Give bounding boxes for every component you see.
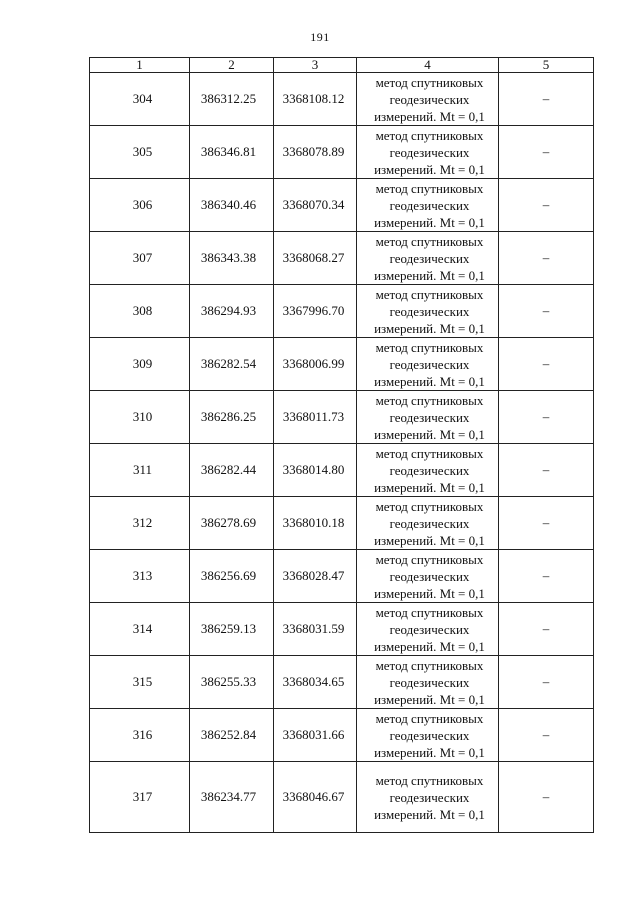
method-text-line: геодезических bbox=[389, 568, 470, 584]
method-text-line: измерений. Mt = 0,1 bbox=[374, 585, 485, 601]
note-cell: – bbox=[499, 285, 594, 338]
method-cell bbox=[357, 338, 499, 391]
method-text-line: геодезических bbox=[389, 91, 470, 107]
method-cell bbox=[357, 497, 499, 550]
method-text-line: измерений. Mt = 0,1 bbox=[374, 479, 485, 495]
method-text-line: геодезических bbox=[389, 462, 470, 478]
y-coordinate-cell: 3367996.70 bbox=[274, 285, 357, 338]
column-header-4: 4 bbox=[357, 58, 499, 73]
table-row bbox=[90, 444, 594, 497]
method-text-line: геодезических bbox=[389, 409, 470, 425]
x-coordinate-cell: 386278.69 bbox=[190, 497, 274, 550]
method-cell bbox=[357, 73, 499, 126]
method-cell bbox=[357, 762, 499, 833]
method-text-line: измерений. Mt = 0,1 bbox=[374, 638, 485, 654]
point-number-cell: 316 bbox=[90, 709, 190, 762]
point-number-cell: 307 bbox=[90, 232, 190, 285]
x-coordinate-cell: 386234.77 bbox=[190, 762, 274, 833]
method-text-line: геодезических bbox=[389, 197, 470, 213]
y-coordinate-cell: 3368031.59 bbox=[274, 603, 357, 656]
note-cell: – bbox=[499, 603, 594, 656]
table-row bbox=[90, 73, 594, 126]
x-coordinate-cell: 386252.84 bbox=[190, 709, 274, 762]
method-cell bbox=[357, 550, 499, 603]
note-cell: – bbox=[499, 73, 594, 126]
method-text-line: измерений. Mt = 0,1 bbox=[374, 108, 485, 124]
method-text-line: измерений. Mt = 0,1 bbox=[374, 267, 485, 283]
page-number: 191 bbox=[310, 30, 330, 44]
note-cell: – bbox=[499, 444, 594, 497]
method-text-line: измерений. Mt = 0,1 bbox=[374, 214, 485, 230]
method-cell bbox=[357, 444, 499, 497]
note-cell: – bbox=[499, 232, 594, 285]
method-text-line: метод спутниковых bbox=[375, 74, 484, 90]
table-row bbox=[90, 709, 594, 762]
column-header-2: 2 bbox=[190, 58, 274, 73]
method-text-line: измерений. Mt = 0,1 bbox=[374, 532, 485, 548]
point-number-cell: 317 bbox=[90, 762, 190, 833]
point-number-cell: 304 bbox=[90, 73, 190, 126]
method-text-line: измерений. Mt = 0,1 bbox=[374, 426, 485, 442]
method-cell bbox=[357, 656, 499, 709]
x-coordinate-cell: 386343.38 bbox=[190, 232, 274, 285]
method-text-line: измерений. Mt = 0,1 bbox=[374, 373, 485, 389]
y-coordinate-cell: 3368031.66 bbox=[274, 709, 357, 762]
note-cell: – bbox=[499, 126, 594, 179]
y-coordinate-cell: 3368078.89 bbox=[274, 126, 357, 179]
table-row bbox=[90, 762, 594, 833]
x-coordinate-cell: 386255.33 bbox=[190, 656, 274, 709]
x-coordinate-cell: 386340.46 bbox=[190, 179, 274, 232]
table-header-row bbox=[90, 58, 594, 73]
method-cell bbox=[357, 285, 499, 338]
y-coordinate-cell: 3368006.99 bbox=[274, 338, 357, 391]
note-cell: – bbox=[499, 709, 594, 762]
method-text-line: измерений. Mt = 0,1 bbox=[374, 744, 485, 760]
point-number-cell: 315 bbox=[90, 656, 190, 709]
note-cell: – bbox=[499, 179, 594, 232]
y-coordinate-cell: 3368108.12 bbox=[274, 73, 357, 126]
method-text-line: измерений. Mt = 0,1 bbox=[374, 806, 485, 822]
table-row bbox=[90, 338, 594, 391]
point-number-cell: 310 bbox=[90, 391, 190, 444]
table-row bbox=[90, 550, 594, 603]
x-coordinate-cell: 386259.13 bbox=[190, 603, 274, 656]
point-number-cell: 314 bbox=[90, 603, 190, 656]
table-row bbox=[90, 126, 594, 179]
method-cell bbox=[357, 603, 499, 656]
table-row bbox=[90, 603, 594, 656]
method-text-line: метод спутниковых bbox=[375, 286, 484, 302]
y-coordinate-cell: 3368010.18 bbox=[274, 497, 357, 550]
y-coordinate-cell: 3368070.34 bbox=[274, 179, 357, 232]
method-text-line: метод спутниковых bbox=[375, 604, 484, 620]
x-coordinate-cell: 386294.93 bbox=[190, 285, 274, 338]
method-text-line: метод спутниковых bbox=[375, 180, 484, 196]
point-number-cell: 311 bbox=[90, 444, 190, 497]
point-number-cell: 305 bbox=[90, 126, 190, 179]
method-text-line: метод спутниковых bbox=[375, 657, 484, 673]
x-coordinate-cell: 386346.81 bbox=[190, 126, 274, 179]
method-text-line: метод спутниковых bbox=[375, 498, 484, 514]
note-cell: – bbox=[499, 656, 594, 709]
method-text-line: метод спутниковых bbox=[375, 772, 484, 788]
note-cell: – bbox=[499, 391, 594, 444]
method-text-line: измерений. Mt = 0,1 bbox=[374, 691, 485, 707]
note-cell: – bbox=[499, 338, 594, 391]
note-cell: – bbox=[499, 497, 594, 550]
table-row bbox=[90, 285, 594, 338]
column-header-1: 1 bbox=[90, 58, 190, 73]
table-row bbox=[90, 656, 594, 709]
table-row bbox=[90, 179, 594, 232]
x-coordinate-cell: 386312.25 bbox=[190, 73, 274, 126]
point-number-cell: 312 bbox=[90, 497, 190, 550]
table-row bbox=[90, 391, 594, 444]
y-coordinate-cell: 3368046.67 bbox=[274, 762, 357, 833]
method-cell bbox=[357, 179, 499, 232]
method-cell bbox=[357, 232, 499, 285]
method-text-line: геодезических bbox=[389, 144, 470, 160]
method-text-line: геодезических bbox=[389, 515, 470, 531]
point-number-cell: 313 bbox=[90, 550, 190, 603]
method-text-line: измерений. Mt = 0,1 bbox=[374, 320, 485, 336]
method-text-line: геодезических bbox=[389, 727, 470, 743]
method-text-line: измерений. Mt = 0,1 bbox=[374, 161, 485, 177]
column-header-3: 3 bbox=[274, 58, 357, 73]
method-text-line: метод спутниковых bbox=[375, 339, 484, 355]
method-text-line: геодезических bbox=[389, 250, 470, 266]
method-text-line: метод спутниковых bbox=[375, 392, 484, 408]
column-header-5: 5 bbox=[499, 58, 594, 73]
point-number-cell: 306 bbox=[90, 179, 190, 232]
method-cell bbox=[357, 391, 499, 444]
x-coordinate-cell: 386286.25 bbox=[190, 391, 274, 444]
table-body bbox=[90, 73, 594, 833]
method-text-line: геодезических bbox=[389, 789, 470, 805]
y-coordinate-cell: 3368068.27 bbox=[274, 232, 357, 285]
method-text-line: метод спутниковых bbox=[375, 551, 484, 567]
y-coordinate-cell: 3368034.65 bbox=[274, 656, 357, 709]
method-text-line: геодезических bbox=[389, 303, 470, 319]
point-number-cell: 308 bbox=[90, 285, 190, 338]
note-cell: – bbox=[499, 762, 594, 833]
point-number-cell: 309 bbox=[90, 338, 190, 391]
coordinates-table bbox=[89, 57, 594, 833]
y-coordinate-cell: 3368011.73 bbox=[274, 391, 357, 444]
method-text-line: геодезических bbox=[389, 356, 470, 372]
method-text-line: метод спутниковых bbox=[375, 127, 484, 143]
method-text-line: метод спутниковых bbox=[375, 710, 484, 726]
x-coordinate-cell: 386282.44 bbox=[190, 444, 274, 497]
table-row bbox=[90, 232, 594, 285]
method-text-line: метод спутниковых bbox=[375, 233, 484, 249]
method-cell bbox=[357, 709, 499, 762]
y-coordinate-cell: 3368028.47 bbox=[274, 550, 357, 603]
table-row bbox=[90, 497, 594, 550]
y-coordinate-cell: 3368014.80 bbox=[274, 444, 357, 497]
method-text-line: геодезических bbox=[389, 674, 470, 690]
x-coordinate-cell: 386282.54 bbox=[190, 338, 274, 391]
method-cell bbox=[357, 126, 499, 179]
x-coordinate-cell: 386256.69 bbox=[190, 550, 274, 603]
method-text-line: геодезических bbox=[389, 621, 470, 637]
note-cell: – bbox=[499, 550, 594, 603]
method-text-line: метод спутниковых bbox=[375, 445, 484, 461]
